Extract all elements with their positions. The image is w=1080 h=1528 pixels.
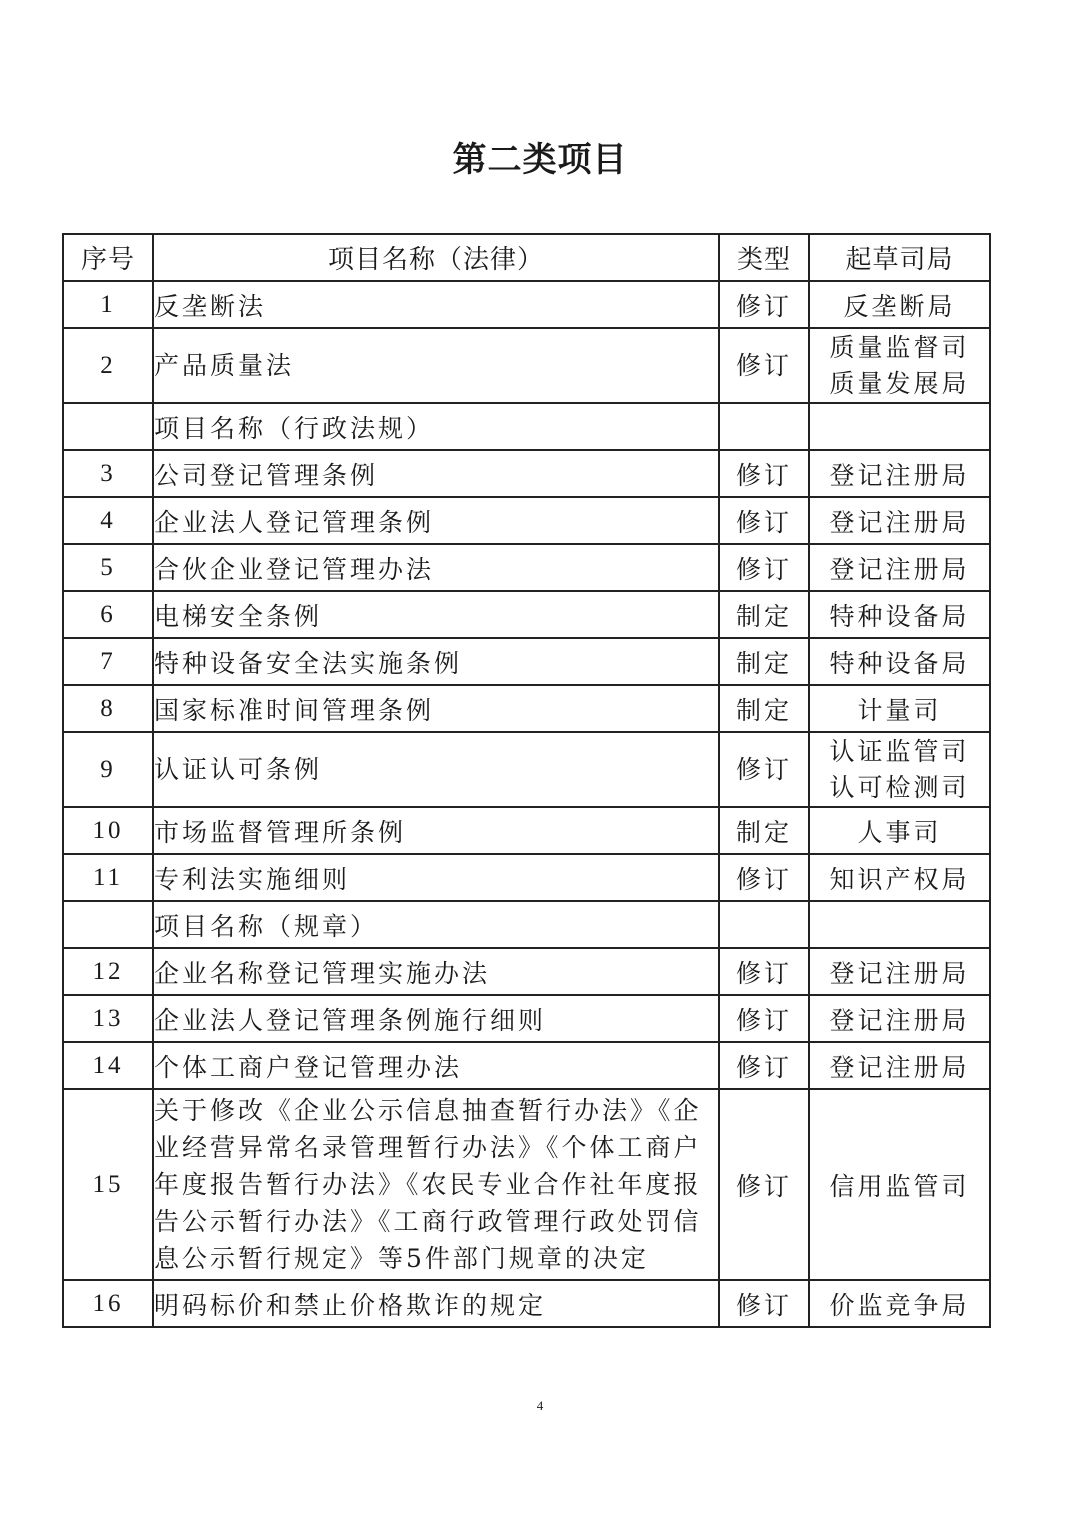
- row-number: 7: [63, 638, 153, 685]
- drafting-department: [809, 497, 990, 544]
- row-number: 11: [63, 854, 153, 901]
- drafting-department: [809, 638, 990, 685]
- drafting-department: [809, 948, 990, 995]
- table-row: [63, 948, 990, 995]
- drafting-department: [809, 1089, 990, 1280]
- header-name: 项目名称（法律）: [153, 234, 719, 281]
- row-number: 2: [63, 328, 153, 403]
- row-number: 1: [63, 281, 153, 328]
- project-name: 个体工商户登记管理办法: [153, 1042, 719, 1089]
- project-name: 市场监督管理所条例: [153, 807, 719, 854]
- project-name: 特种设备安全法实施条例: [153, 638, 719, 685]
- row-number: 14: [63, 1042, 153, 1089]
- drafting-department: [809, 854, 990, 901]
- table-row: [63, 450, 990, 497]
- row-number: 15: [63, 1089, 153, 1280]
- project-name: 产品质量法: [153, 328, 719, 403]
- department-name: 登记注册局: [829, 507, 970, 537]
- page-title: 第二类项目: [452, 140, 628, 180]
- department-name: 质量监督司: [829, 332, 970, 362]
- project-name: 国家标准时间管理条例: [153, 685, 719, 732]
- drafting-department: [809, 1280, 990, 1327]
- project-name: 关于修改《企业公示信息抽查暂行办法》《企业经营异常名录管理暂行办法》《个体工商户年度报告暂行办法》《农民专业合作社年度报告公示暂行办法》《工商行政管理行政处罚信息公示暂行规定》等5件部门规章的决定: [153, 1089, 719, 1280]
- project-type: 修订: [719, 1089, 809, 1280]
- section-label: 项目名称（行政法规）: [153, 403, 719, 450]
- project-type: 制定: [719, 591, 809, 638]
- project-type: 修订: [719, 450, 809, 497]
- drafting-department: [809, 450, 990, 497]
- table-row: [63, 1089, 990, 1280]
- drafting-department: [809, 1042, 990, 1089]
- row-number: 13: [63, 995, 153, 1042]
- drafting-department: [809, 995, 990, 1042]
- section-label: 项目名称（规章）: [153, 901, 719, 948]
- department-name: 质量发展局: [829, 368, 970, 398]
- row-number: 16: [63, 1280, 153, 1327]
- project-name: 企业法人登记管理条例施行细则: [153, 995, 719, 1042]
- table-header-row: [63, 234, 990, 281]
- drafting-department: [809, 328, 990, 403]
- department-name: 信用监管司: [829, 1171, 970, 1201]
- row-number: 12: [63, 948, 153, 995]
- table-row: [63, 732, 990, 807]
- header-type: 类型: [719, 234, 809, 281]
- project-name: 专利法实施细则: [153, 854, 719, 901]
- project-name: 公司登记管理条例: [153, 450, 719, 497]
- table-row: [63, 685, 990, 732]
- section-empty-cell: [809, 403, 990, 450]
- department-name: 认可检测司: [829, 772, 970, 802]
- table-row: [63, 328, 990, 403]
- project-type: 修订: [719, 732, 809, 807]
- project-name: 电梯安全条例: [153, 591, 719, 638]
- project-name: 企业名称登记管理实施办法: [153, 948, 719, 995]
- table-row: [63, 1280, 990, 1327]
- drafting-department: [809, 281, 990, 328]
- table-row: [63, 854, 990, 901]
- table-row: [63, 995, 990, 1042]
- project-type: 修订: [719, 281, 809, 328]
- project-name: 明码标价和禁止价格欺诈的规定: [153, 1280, 719, 1327]
- department-name: 登记注册局: [829, 460, 970, 490]
- row-number: 10: [63, 807, 153, 854]
- project-type: 修订: [719, 328, 809, 403]
- project-type: 修订: [719, 1280, 809, 1327]
- project-name: 合伙企业登记管理办法: [153, 544, 719, 591]
- department-name: 登记注册局: [829, 1005, 970, 1035]
- header-dept: 起草司局: [809, 234, 990, 281]
- project-type: 修订: [719, 1042, 809, 1089]
- table-row: [63, 544, 990, 591]
- department-name: 登记注册局: [829, 1052, 970, 1082]
- department-name: 特种设备局: [829, 648, 970, 678]
- project-name: 反垄断法: [153, 281, 719, 328]
- section-empty-cell: [63, 403, 153, 450]
- section-empty-cell: [719, 901, 809, 948]
- drafting-department: [809, 544, 990, 591]
- project-type: 修订: [719, 995, 809, 1042]
- project-type: 制定: [719, 685, 809, 732]
- row-number: 9: [63, 732, 153, 807]
- section-row: [63, 901, 990, 948]
- row-number: 3: [63, 450, 153, 497]
- drafting-department: [809, 591, 990, 638]
- department-name: 登记注册局: [829, 554, 970, 584]
- department-name: 特种设备局: [829, 601, 970, 631]
- table-body: [63, 281, 990, 1327]
- section-empty-cell: [719, 403, 809, 450]
- table-row: [63, 591, 990, 638]
- section-row: [63, 403, 990, 450]
- drafting-department: [809, 732, 990, 807]
- department-name: 价监竞争局: [829, 1290, 970, 1320]
- department-name: 认证监管司: [829, 736, 970, 766]
- page-number: 4: [536, 1398, 544, 1413]
- row-number: 4: [63, 497, 153, 544]
- drafting-department: [809, 685, 990, 732]
- table-row: [63, 807, 990, 854]
- department-name: 人事司: [857, 817, 942, 847]
- project-type: 制定: [719, 807, 809, 854]
- project-name: 认证认可条例: [153, 732, 719, 807]
- project-table: [62, 233, 991, 1328]
- project-type: 修订: [719, 854, 809, 901]
- drafting-department: [809, 807, 990, 854]
- department-name: 登记注册局: [829, 958, 970, 988]
- table-row: [63, 497, 990, 544]
- table-row: [63, 1042, 990, 1089]
- row-number: 6: [63, 591, 153, 638]
- project-type: 修订: [719, 544, 809, 591]
- row-number: 5: [63, 544, 153, 591]
- header-no: 序号: [63, 234, 153, 281]
- department-name: 计量司: [857, 695, 942, 725]
- project-type: 修订: [719, 948, 809, 995]
- section-empty-cell: [809, 901, 990, 948]
- table-row: [63, 638, 990, 685]
- row-number: 8: [63, 685, 153, 732]
- project-name: 企业法人登记管理条例: [153, 497, 719, 544]
- project-type: 修订: [719, 497, 809, 544]
- project-type: 制定: [719, 638, 809, 685]
- section-empty-cell: [63, 901, 153, 948]
- department-name: 知识产权局: [829, 864, 970, 894]
- table-row: [63, 281, 990, 328]
- department-name: 反垄断局: [843, 291, 956, 321]
